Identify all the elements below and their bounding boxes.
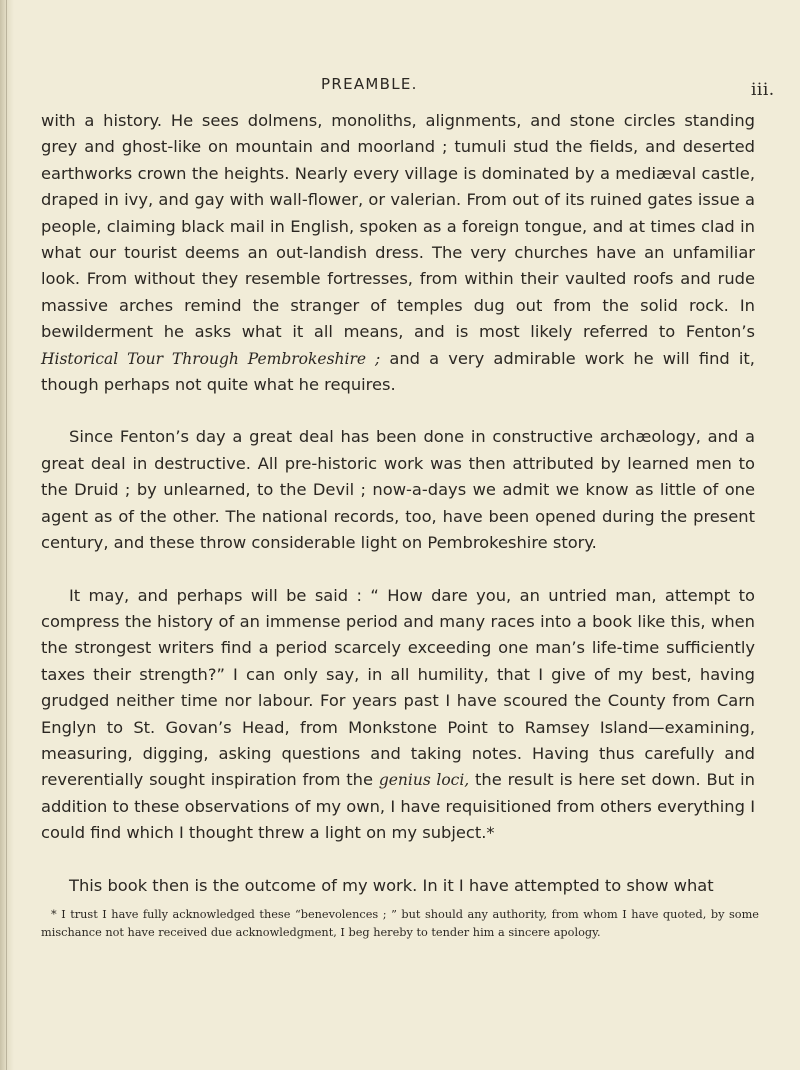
footnote: * I trust I have fully acknowledged these “benevolences ; ” but should any authority, from whom I have quoted, by some mischance not have received due acknowledgment, I beg hereby to tender him a sincere apology. xyxy=(41,908,759,939)
paragraph-3 xyxy=(41,583,755,847)
page-header xyxy=(0,75,800,99)
paragraph-4: This book then is the outcome of my work. In it I have attempted to show what xyxy=(69,875,714,895)
paragraph-1 xyxy=(41,108,755,398)
paragraph-1-text-a: with a history. He sees dolmens, monoliths, alignments, and stone circles standing grey and ghost-like on mountain and moorland ; tumuli stud the fields, and deserted earthworks crown the heights. Nearly every village is dominated by a mediæval castle, draped in ivy, and gay with wall-flower, or valerian. From out of its ruined gates issue a people, claiming black mail in English, spoken as a foreign tongue, and at times clad in what our tourist deems an out-landish dress. The very churches have an unfamiliar look. From without they resemble fortresses, from within their vaulted roofs and rude massive arches remind the stranger of temples dug out from the solid rock. In bewilderment he asks what it all means, and is most likely referred to Fenton’s xyxy=(41,111,755,342)
book-title-italic: Historical Tour Through Pembrokeshire ; xyxy=(41,349,381,368)
genius-loci-italic: genius loci, xyxy=(378,771,470,790)
paragraph-3-text-a: It may, and perhaps will be said : “ How dare you, an untried man, attempt to compress the history of an immense period and many races into a book like this, when the strongest writers find a period scarcely exceeding one man’s life-time sufficiently taxes their strength?” I can only say, in all humility, that I give of my best, having grudged neither time nor labour. For years past I have scoured the County from Carn Englyn to St. Govan’s Head, from Monkstone Point to Ramsey Island—examining, measuring, digging, asking questions and taking notes. Having thus carefully and reverentially sought inspiration from the xyxy=(41,585,755,790)
paragraph-2: Since Fenton’s day a great deal has been done in constructive archæology, and a great deal in destructive. All pre-historic work was then attributed by learned men to the Druid ; by unlearned, to the Devil ; now-a-days we admit we know as little of one agent as of the other. The national records, too, have been opened during the present century, and these throw considerable light on Pembrokeshire story. xyxy=(41,427,755,553)
paragraph-3-text-b: the result is here set down. But in addition to these observations of my own, I have requisitioned from others everything I could find which I thought threw a light on my subject.* xyxy=(41,770,755,843)
page-number: iii. xyxy=(751,80,775,100)
running-head: PREAMBLE. xyxy=(321,75,418,93)
paragraph-1-text-b: and a very admirable work he will find it, though perhaps not quite what he requires. xyxy=(41,348,755,395)
gutter-line xyxy=(6,0,7,1070)
page-gutter xyxy=(0,0,14,1070)
body-text xyxy=(41,108,755,899)
